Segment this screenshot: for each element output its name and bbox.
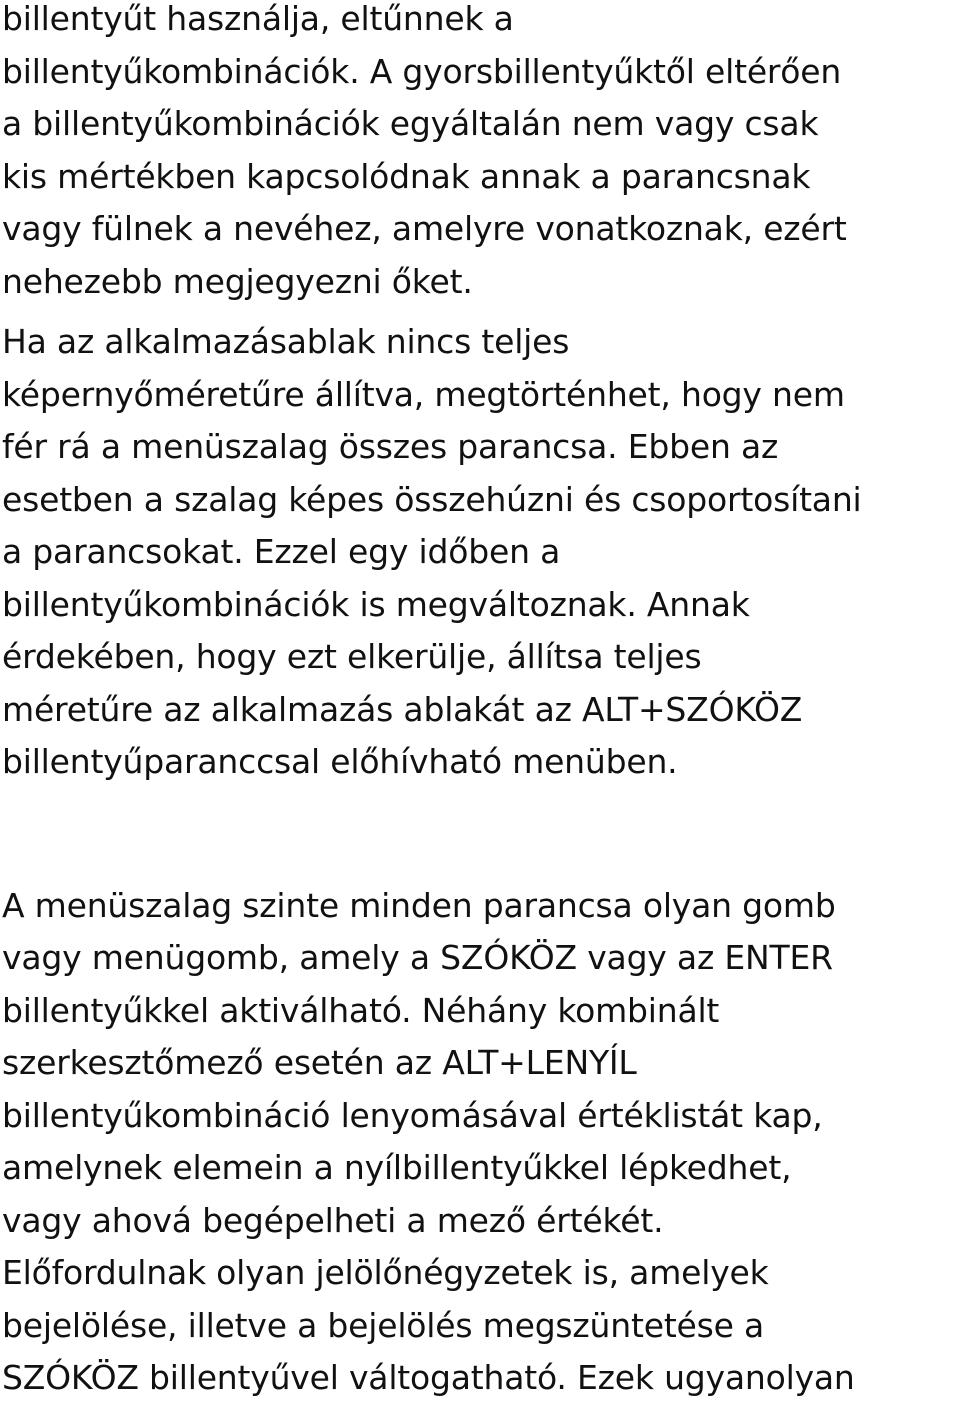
- text-line: érdekében, hogy ezt elkerülje, állítsa teljes: [2, 637, 702, 676]
- text-line: a billentyűkombinációk egyáltalán nem vagy csak: [2, 104, 819, 143]
- text-line: méretűre az alkalmazás ablakát az ALT+SZÓKÖZ: [2, 689, 803, 729]
- paragraph-ribbon-commands: [2, 880, 958, 1405]
- paragraph-keyboard-shortcuts: [2, 0, 958, 308]
- text-line: esetben a szalag képes összehúzni és csoportosítani: [2, 479, 862, 519]
- text-line: vagy menügomb, amely a SZÓKÖZ vagy az ENTER: [2, 938, 833, 977]
- text-line: A menüszalag szinte minden parancsa olyan gomb: [2, 885, 836, 925]
- text-line: a parancsokat. Ezzel egy időben a: [2, 532, 561, 571]
- text-line: képernyőméretűre állítva, megtörténhet, hogy nem: [2, 374, 845, 414]
- text-line: SZÓKÖZ billentyűvel váltogatható. Ezek ugyanolyan: [2, 1358, 855, 1397]
- text-line: nehezebb megjegyezni őket.: [2, 261, 473, 301]
- text-line: Ha az alkalmazásablak nincs teljes: [2, 322, 570, 361]
- text-line: vagy ahová begépelheti a mező értékét.: [2, 1200, 664, 1240]
- document-page: [2, 0, 958, 1405]
- text-line: billentyűt használja, eltűnnek a: [2, 0, 514, 38]
- text-line: Előfordulnak olyan jelölőnégyzetek is, amelyek: [2, 1253, 769, 1292]
- paragraph-window-size: [2, 316, 958, 789]
- text-line: billentyűkkel aktiválható. Néhány kombinált: [2, 990, 720, 1030]
- text-line: billentyűkombináció lenyomásával értéklistát kap,: [2, 1095, 823, 1135]
- text-line: billentyűkombinációk is megváltoznak. Annak: [2, 584, 750, 624]
- text-line: kis mértékben kapcsolódnak annak a parancsnak: [2, 156, 811, 196]
- text-line: bejelölése, illetve a bejelölés megszüntetése a: [2, 1305, 765, 1345]
- text-line: billentyűparanccsal előhívható menüben.: [2, 742, 678, 781]
- text-line: szerkesztőmező esetén az ALT+LENYÍL: [2, 1043, 637, 1082]
- text-line: vagy fülnek a nevéhez, amelyre vonatkoznak, ezért: [2, 209, 847, 248]
- text-line: fér rá a menüszalag összes parancsa. Ebben az: [2, 427, 779, 466]
- text-line: billentyűkombinációk. A gyorsbillentyűktől eltérően: [2, 51, 842, 91]
- text-line: amelynek elemein a nyílbillentyűkkel lépkedhet,: [2, 1148, 792, 1187]
